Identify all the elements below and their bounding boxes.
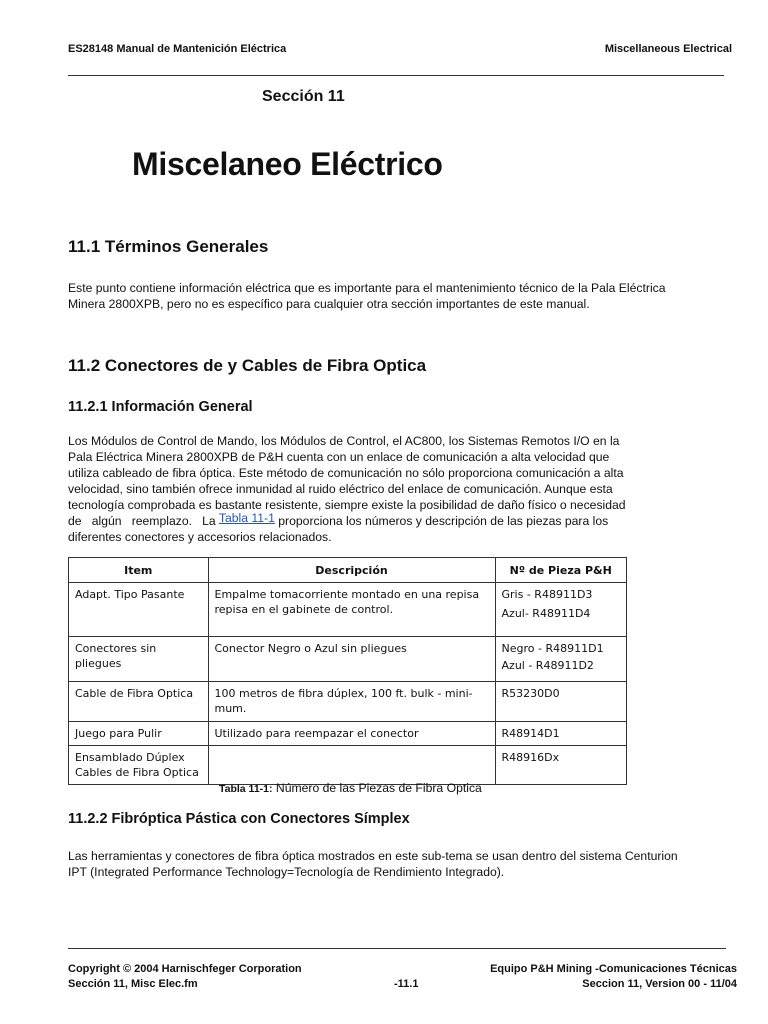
part-number-line: R53230D0 — [501, 687, 560, 700]
part-number-line: Azul- R48911D4 — [501, 607, 591, 620]
cell-item: Conectores sin pliegues — [69, 637, 209, 682]
cell-part-number — [495, 722, 626, 746]
footer-copyright: Copyright © 2004 Harnischfeger Corporation — [68, 963, 302, 975]
column-header-description: Descripción — [208, 558, 495, 583]
table-caption-text: Número de las Piezas de Fibra Optica — [272, 781, 482, 795]
part-number-line: Gris - R48911D3 — [501, 588, 593, 601]
cell-description: Empalme tomacorriente montado en una repisa repisa en el gabinete de control. — [208, 583, 495, 637]
heading-11-1: 11.1 Términos Generales — [68, 237, 269, 256]
header-chapter-title: Miscellaneous Electrical — [604, 43, 732, 55]
table-header-row — [69, 558, 627, 583]
cell-item: Ensamblado Dúplex Cables de Fibra Optica — [69, 746, 209, 785]
table-caption-label: Tabla 11-1: — [219, 783, 273, 795]
part-number-line: R48914D1 — [501, 727, 560, 740]
paragraph-line: velocidad, sino también ofrece inmunidad al ruido eléctrico del enlace de comunicación. Aunque esta — [68, 482, 613, 496]
heading-11-2-2: 11.2.2 Fibróptica Pástica con Conectores Símplex — [68, 811, 410, 827]
heading-11-2-1: 11.2.1 Información General — [68, 399, 253, 415]
page-number: -11.1 — [394, 978, 419, 990]
header-rule — [68, 75, 724, 76]
paragraph-line: de algún reemplazo. La — [68, 514, 219, 528]
cell-item: Adapt. Tipo Pasante — [69, 583, 209, 637]
cell-part-number — [495, 637, 626, 682]
page-title: Miscelaneo Eléctrico — [132, 146, 443, 182]
paragraph-line: Las herramientas y conectores de fibra óptica mostrados en este sub-tema se usan dentro del sistema Centurion — [68, 849, 678, 863]
paragraph-line: utiliza cableado de fibra óptica. Este método de comunicación no sólo proporciona comunicación a alta — [68, 466, 624, 480]
table-row — [69, 746, 627, 785]
footer-company: Equipo P&H Mining -Comunicaciones Técnicas — [490, 963, 737, 975]
paragraph-11-1 — [68, 280, 708, 312]
parts-table — [68, 557, 627, 785]
table-row — [69, 637, 627, 682]
paragraph-11-2-2 — [68, 848, 718, 880]
part-number-line: Negro - R48911D1 — [501, 642, 604, 655]
table-caption — [219, 781, 482, 795]
cell-item: Cable de Fibra Optica — [69, 682, 209, 722]
part-number-line: Azul - R48911D2 — [501, 659, 594, 672]
cell-item: Juego para Pulir — [69, 722, 209, 746]
paragraph-11-2-1 — [68, 433, 668, 545]
cell-description: Utilizado para reempazar el conector — [208, 722, 495, 746]
paragraph-line: tecnología comprobada es bastante resistente, siempre existe la posibilidad de daño físico o necesidad — [68, 498, 626, 512]
footer-version: Seccion 11, Version 00 - 11/04 — [582, 978, 737, 990]
cell-description: Conector Negro o Azul sin pliegues — [208, 637, 495, 682]
cell-part-number — [495, 746, 626, 785]
footer-rule — [68, 948, 726, 949]
heading-11-2: 11.2 Conectores de y Cables de Fibra Optica — [68, 356, 427, 375]
footer-file-name: Sección 11, Misc Elec.fm — [68, 978, 198, 990]
table-11-1-link[interactable]: Tabla 11-1 — [218, 511, 275, 525]
paragraph-line: diferentes conectores y accesorios relacionados. — [68, 530, 332, 544]
paragraph-line: Los Módulos de Control de Mando, los Módulos de Control, el AC800, los Sistemas Remotos I/O en la — [68, 434, 620, 448]
table-row — [69, 682, 627, 722]
part-number-line: R48916Dx — [501, 751, 560, 764]
cell-description — [208, 746, 495, 785]
paragraph-line: Minera 2800XPB, pero no es específico para cualquier otra sección importantes de este manual. — [68, 297, 590, 311]
cell-description: 100 metros de fibra dúplex, 100 ft. bulk - mini-mum. — [208, 682, 495, 722]
paragraph-line: Este punto contiene información eléctrica que es importante para el mantenimiento técnico de la Pala Eléctrica — [68, 281, 666, 295]
header-manual-title: ES28148 Manual de Mantenición Eléctrica — [68, 43, 287, 55]
column-header-item: Item — [69, 558, 209, 583]
section-label: Sección 11 — [262, 88, 345, 105]
cell-part-number — [495, 583, 626, 637]
table-row — [69, 583, 627, 637]
paragraph-line: Pala Eléctrica Minera 2800XPB de P&H cuenta con un enlace de comunicación a alta velocidad que — [68, 450, 610, 464]
column-header-part-number: Nº de Pieza P&H — [495, 558, 626, 583]
paragraph-line: IPT (Integrated Performance Technology=Tecnología de Rendimiento Integrado). — [68, 865, 505, 879]
cell-part-number — [495, 682, 626, 722]
table-row — [69, 722, 627, 746]
paragraph-line: proporciona los números y descripción de las piezas para los — [274, 514, 609, 528]
